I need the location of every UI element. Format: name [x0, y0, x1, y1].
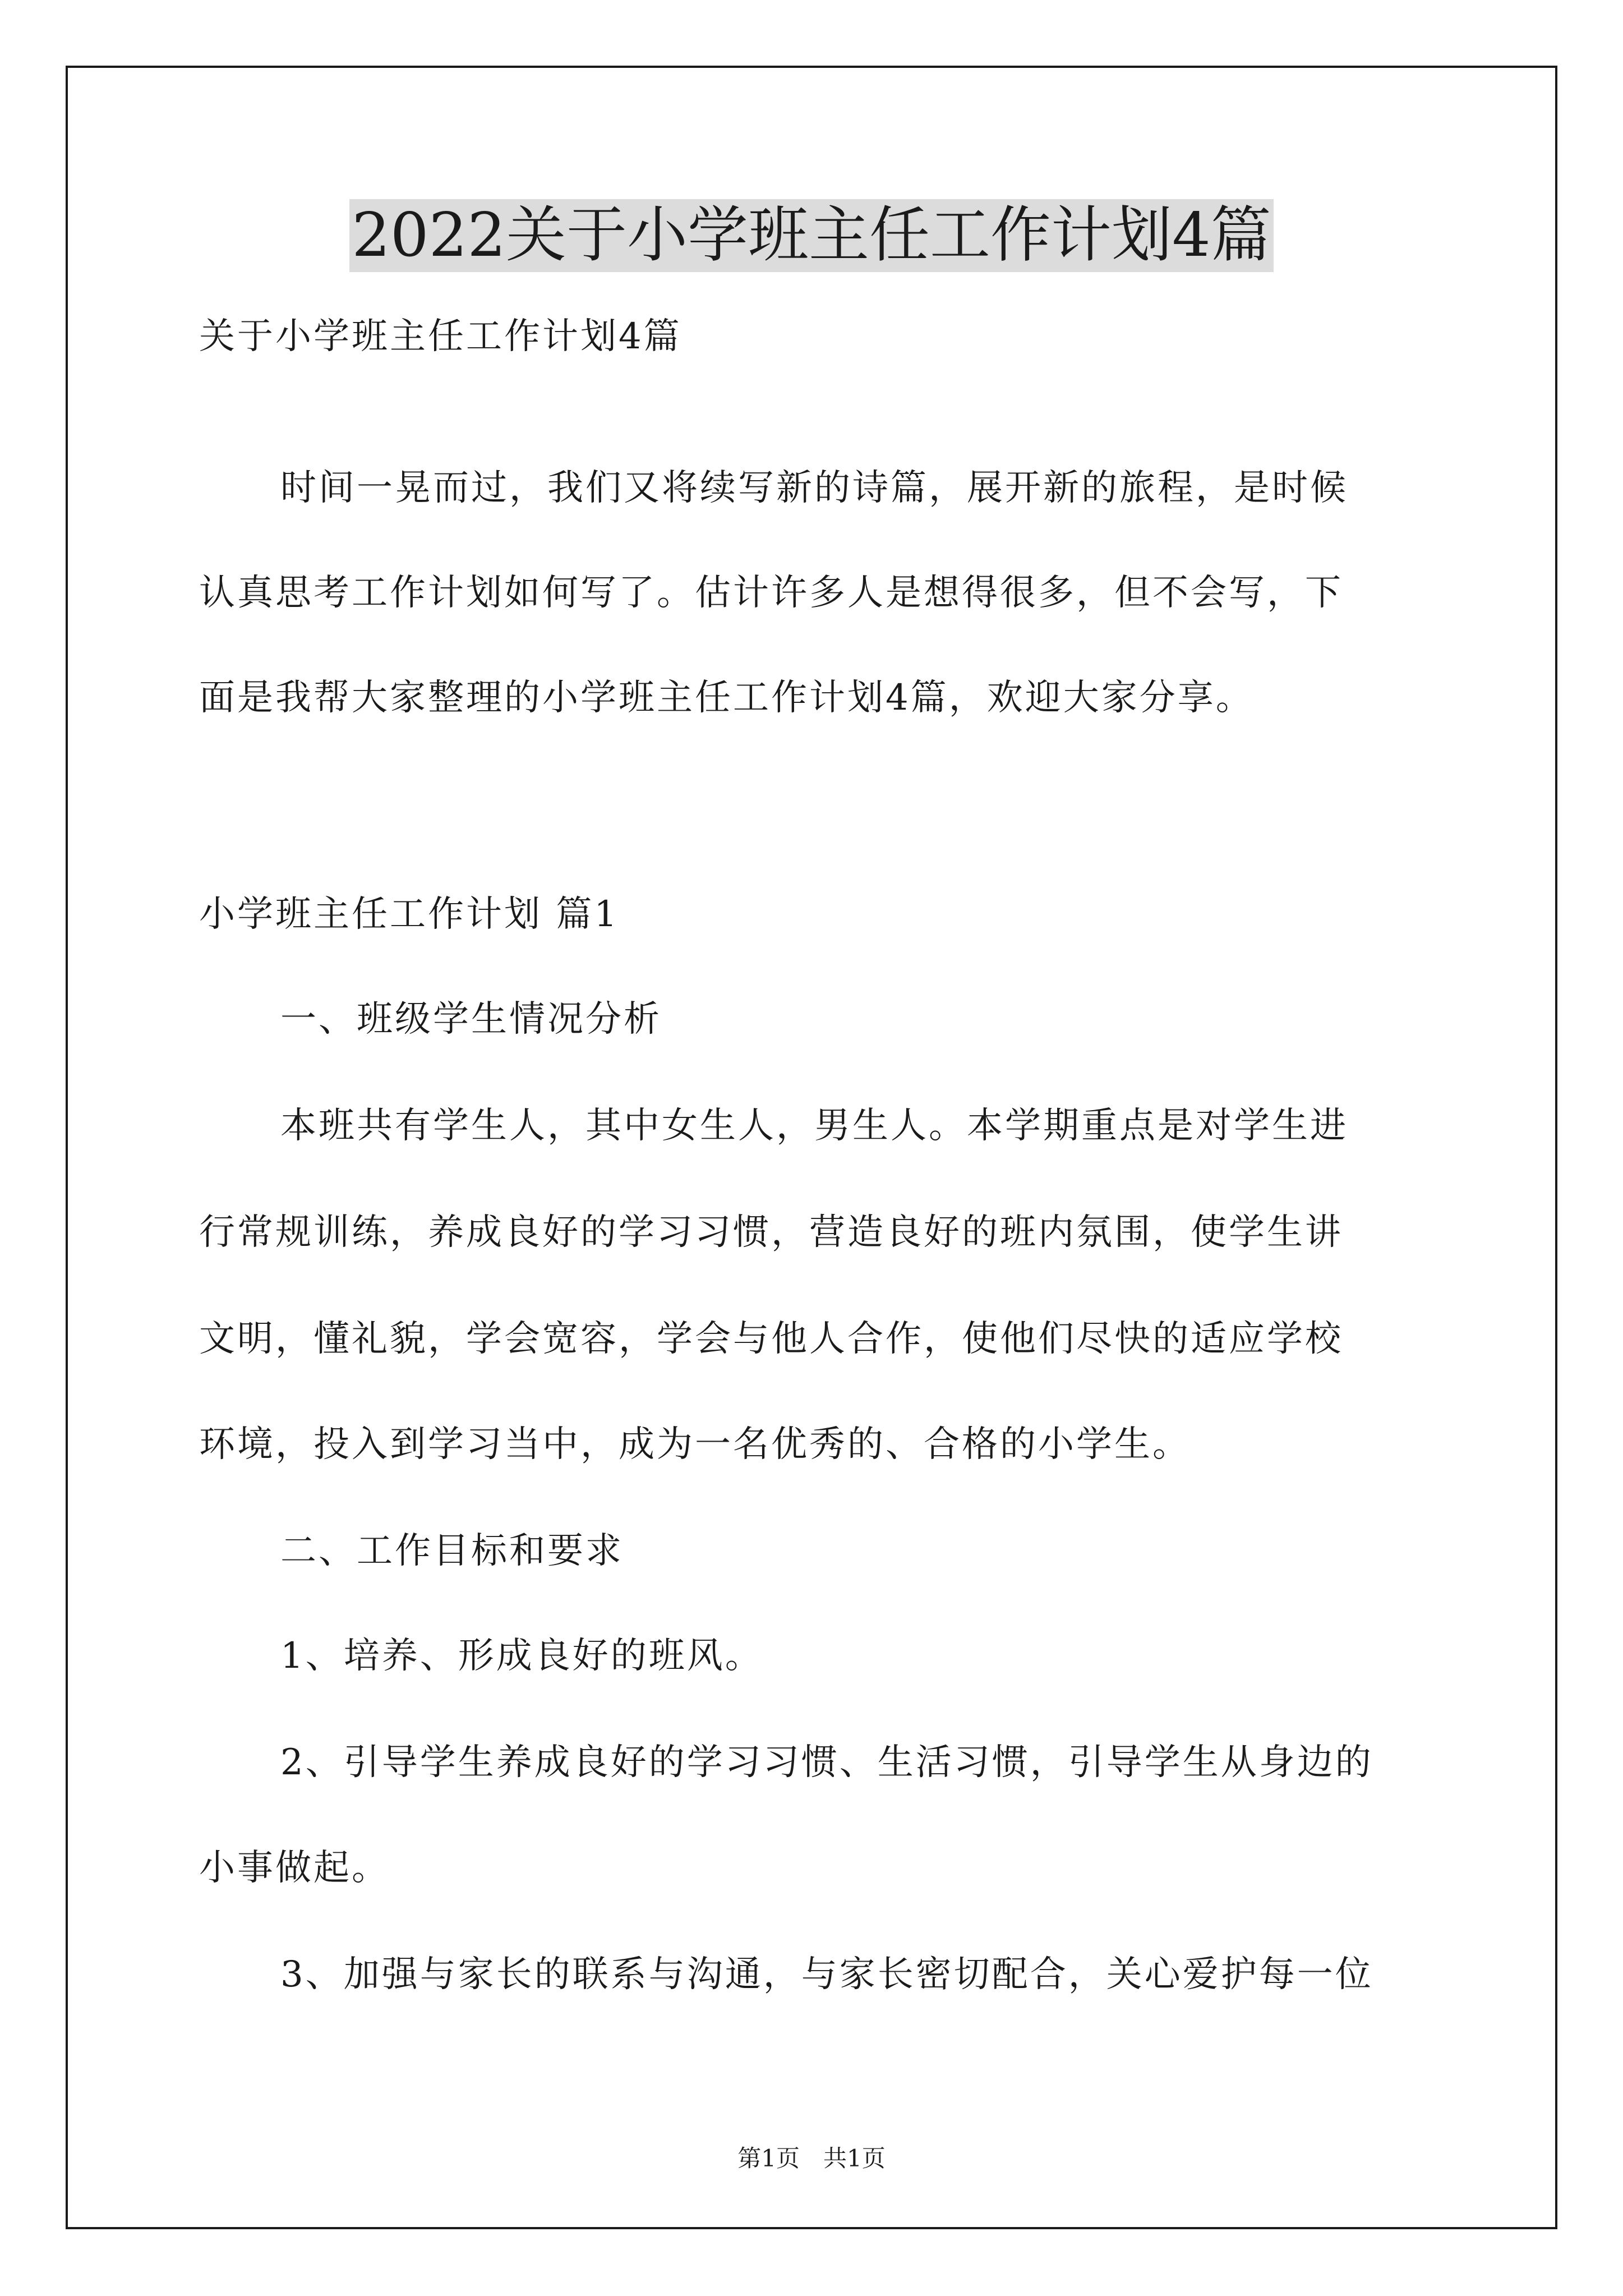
list-item-1: 1、培养、形成良好的班风。 [280, 1635, 763, 1677]
subheading-2: 二、工作目标和要求 [280, 1530, 624, 1572]
section-heading: 小学班主任工作计划 篇1 [199, 894, 620, 935]
intro-line-2: 认真思考工作计划如何写了。估计许多人是想得很多，但不会写，下 [199, 572, 1343, 614]
paragraph-line: 本班共有学生人，其中女生人，男生人。本学期重点是对学生进 [280, 1105, 1348, 1147]
paragraph-line: 环境，投入到学习当中，成为一名优秀的、合格的小学生。 [199, 1424, 1191, 1465]
subheading-1: 一、班级学生情况分析 [280, 999, 662, 1040]
page-footer: 第1页 共1页 [737, 2145, 886, 2172]
document-title: 2022关于小学班主任工作计划4篇 [349, 199, 1274, 272]
intro-line-1: 时间一晃而过，我们又将续写新的诗篇，展开新的旅程，是时候 [280, 467, 1348, 509]
subtitle-line: 关于小学班主任工作计划4篇 [199, 316, 682, 357]
list-item-2-line-2: 小事做起。 [199, 1847, 390, 1889]
paragraph-line: 文明，懂礼貌，学会宽容，学会与他人合作，使他们尽快的适应学校 [199, 1318, 1343, 1360]
list-item-2-line-1: 2、引导学生养成良好的学习习惯、生活习惯，引导学生从身边的 [280, 1742, 1373, 1783]
intro-line-3: 面是我帮大家整理的小学班主任工作计划4篇，欢迎大家分享。 [199, 677, 1254, 719]
list-item-3-line-1: 3、加强与家长的联系与沟通，与家长密切配合，关心爱护每一位 [280, 1954, 1373, 1995]
title-container [0, 199, 1623, 272]
paragraph-line: 行常规训练，养成良好的学习习惯，营造良好的班内氛围，使学生讲 [199, 1212, 1343, 1253]
